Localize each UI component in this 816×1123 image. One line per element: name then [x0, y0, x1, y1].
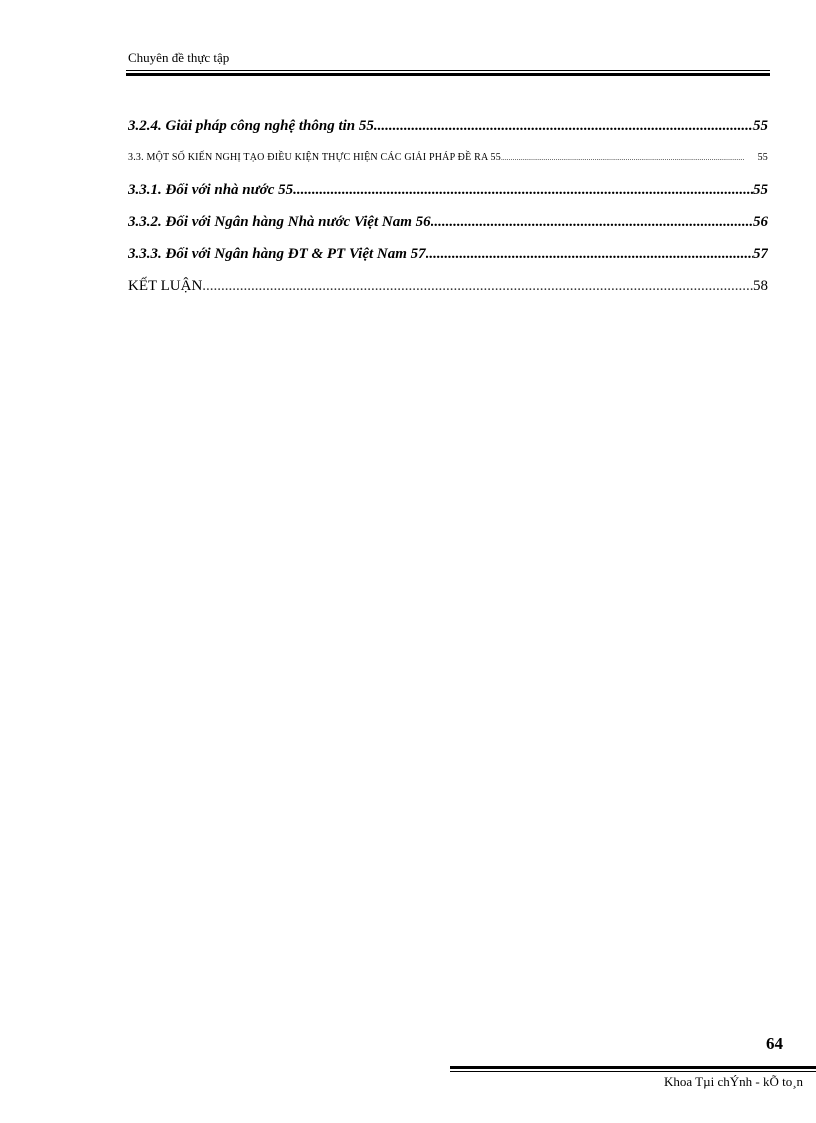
- toc-entry-page: 58: [753, 278, 768, 294]
- page-number: 64: [766, 1034, 783, 1053]
- toc-entry-label: 3.3.1. Đối với nhà nước 55: [128, 182, 294, 198]
- toc-dot-leader: [431, 208, 753, 236]
- toc-entry-label: 3.3.2. Đối với Ngân hàng Nhà nước Việt Nam 56: [128, 214, 431, 230]
- toc-entry-page: 55: [753, 182, 768, 198]
- footer-divider: [450, 1066, 816, 1072]
- footer-text: Khoa Tµi chÝnh - kÕ to¸n: [664, 1074, 804, 1089]
- toc-dot-leader: [501, 144, 744, 172]
- toc-entry-label: KẾT LUẬN: [128, 278, 203, 294]
- toc-entry-page: 56: [753, 214, 768, 230]
- toc-entry-page: 57: [753, 246, 768, 262]
- toc-entry-ket-luan[interactable]: [128, 272, 768, 300]
- toc-entry-label: 3.2.4. Giải pháp công nghệ thông tin 55: [128, 118, 374, 134]
- toc-dot-leader: [293, 176, 753, 204]
- toc-entry-3-3-2[interactable]: [128, 208, 768, 240]
- toc-entry-label: 3.3.3. Đối với Ngân hàng ĐT & PT Việt Nam 57: [128, 246, 426, 262]
- toc-entry-label: 3.3. MỘT SỐ KIẾN NGHỊ TẠO ĐIỀU KIỆN THỰC HIỆN CÁC GIẢI PHÁP ĐỀ RA 55: [128, 152, 501, 163]
- toc-entry-page: 55: [753, 118, 768, 134]
- toc-dot-leader: [426, 240, 753, 268]
- toc-entry-3-3-1[interactable]: [128, 176, 768, 208]
- header-title: Chuyên đề thực tập: [128, 50, 230, 65]
- table-of-contents: [128, 112, 768, 300]
- toc-entry-3-3[interactable]: [128, 144, 768, 176]
- header-divider: [126, 70, 770, 76]
- toc-entry-3-2-4[interactable]: [128, 112, 768, 144]
- toc-entry-3-3-3[interactable]: [128, 240, 768, 272]
- toc-entry-page: 55: [757, 152, 768, 163]
- toc-dot-leader: [374, 112, 753, 140]
- toc-dot-leader: [202, 272, 753, 300]
